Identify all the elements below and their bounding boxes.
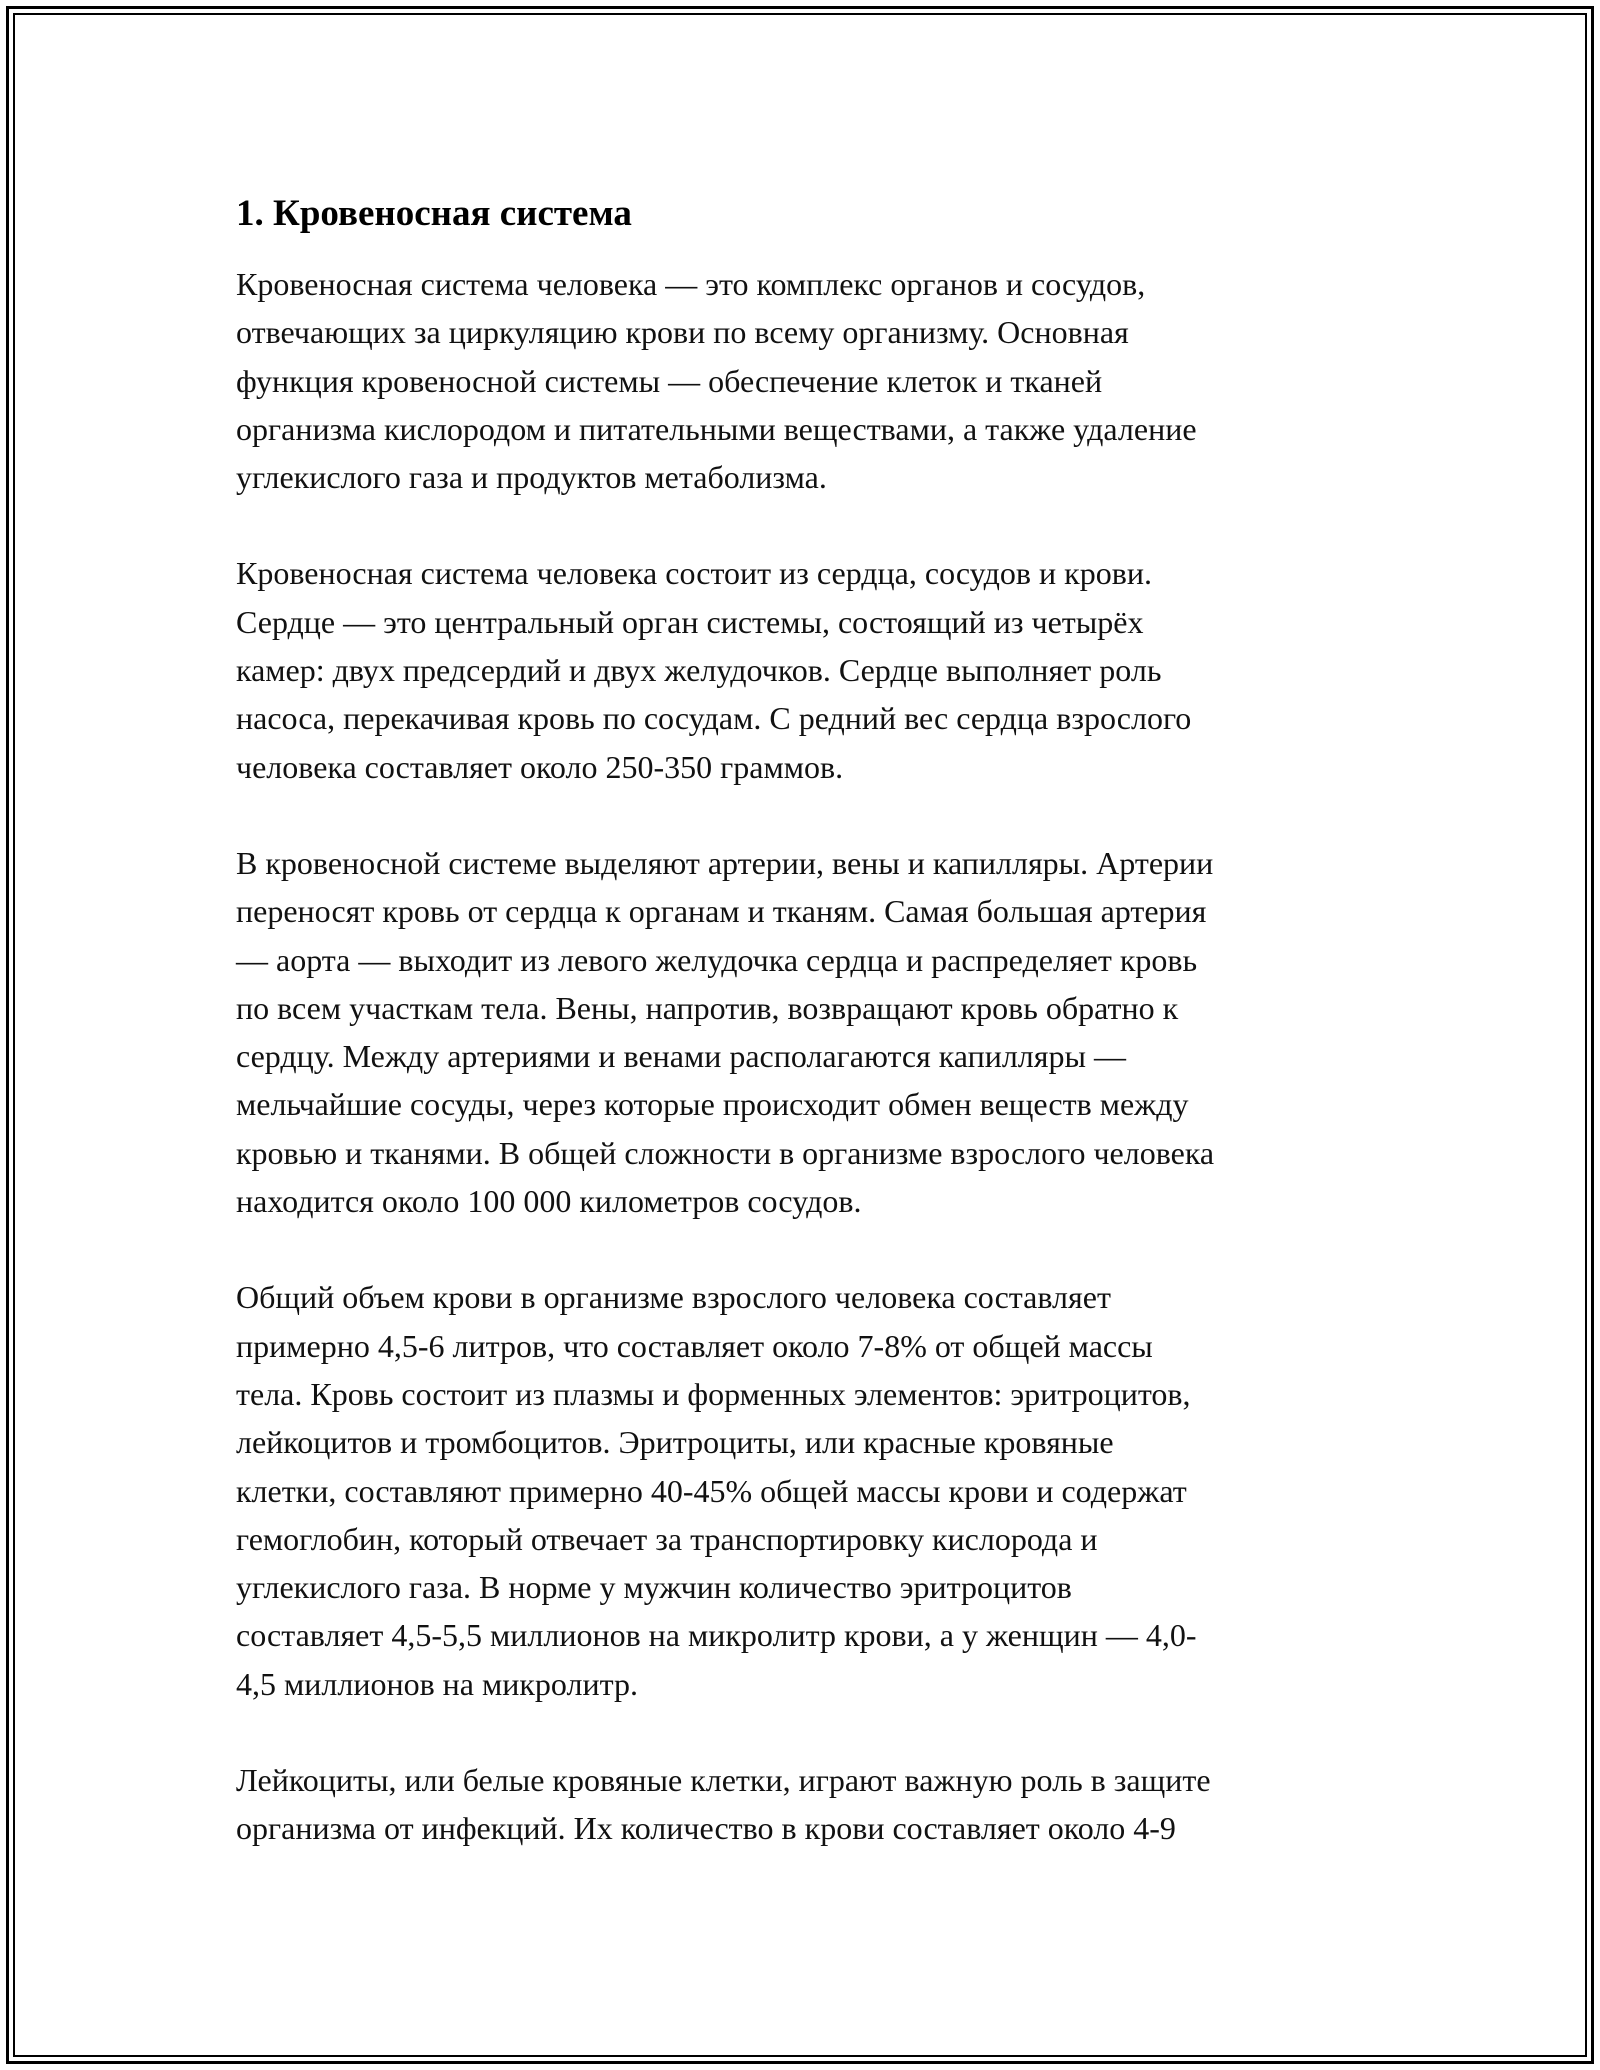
- paragraph-heart: Кровеносная система человека состоит из сердца, сосудов и крови. Сердце — это центральный орган системы, состоящий из четырёх камер: двух предсердий и двух желудочков. Сердце выполняет роль насоса, перекачивая кровь по сосудам. С редний вес сердца взрослого человека составляет около 250-350 граммов.: [236, 555, 1192, 785]
- paragraph-vessels: В кровеносной системе выделяют артерии, вены и капилляры. Артерии переносят кровь от сердца к органам и тканям. Самая большая артерия — аорта — выходит из левого желудочка сердца и распределяет кровь по всем участкам тела. Вены, напротив, возвращают кровь обратно к сердцу. Между артериями и венами располагаются капилляры — мельчайшие сосуды, через которые происходит обмен веществ между кровью и тканями. В общей сложности в организме взрослого человека находится около 100 000 километров сосудов.: [236, 844, 1215, 1220]
- paragraph-overview: Кровеносная система человека — это комплекс органов и сосудов, отвечающих за циркуляцию крови по всему организму. Основная функция кровеносной системы — обеспечение клеток и тканей организма кислородом и питательными веществами, а также удаление углекислого газа и продуктов метаболизма.: [236, 266, 1197, 496]
- document-body: [236, 186, 1366, 1901]
- paragraph-blood-volume: Общий объем крови в организме взрослого человека составляет примерно 4,5-6 литров, что составляет около 7-8% от общей массы тела. Кровь состоит из плазмы и форменных элементов: эритроцитов, лейкоцитов и тромбоцитов. Эритроциты, или красные кровяные клетки, составляют примерно 40-45% общей массы крови и содержат гемоглобин, который отвечает за транспортировку кислорода и углекислого газа. В норме у мужчин количество эритроцитов составляет 4,5-5,5 миллионов на микролитр крови, а у женщин — 4,0- 4,5 миллионов на микролитр.: [236, 1279, 1197, 1702]
- paragraph-leukocytes: Лейкоциты, или белые кровяные клетки, играют важную роль в защите организма от инфекций. Их количество в крови составляет около 4-9: [236, 1762, 1211, 1847]
- section-heading: 1. Кровеносная система: [236, 193, 632, 234]
